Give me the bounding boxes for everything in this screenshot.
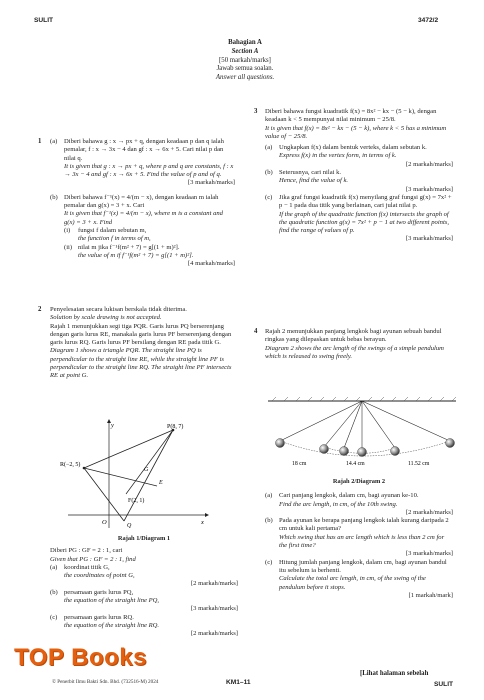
question-2b-malay: persamaan garis lurus PQ, xyxy=(64,588,134,596)
point-f-label: F(2, 1) xyxy=(128,498,145,504)
question-1-number: 1 xyxy=(38,138,42,145)
question-2b-marks: [3 markah/marks] xyxy=(190,605,238,613)
point-r-label: R(−2, 5) xyxy=(60,462,81,468)
question-2c-label: (c) xyxy=(50,613,58,621)
pendulum-bob-2 xyxy=(320,445,329,454)
question-1b-ii-english: the value of m if f⁻¹f(m² + 7) = g[(1 + m)²]. xyxy=(78,251,194,259)
question-1b-i xyxy=(64,227,235,244)
question-2-desc-english: Diagram 1 shows a triangle PQR. The straight line PQ is perpendicular to the straight line RE, while the straight line PF is perpendicular to the straight line RQ. The straight line PF intersects RE at point G. xyxy=(50,347,232,380)
section-marks: [50 markah/marks] xyxy=(219,56,271,64)
question-3a-label: (a) xyxy=(265,144,273,152)
x-axis-arrow xyxy=(205,513,209,517)
question-2c xyxy=(50,614,238,639)
logo-text: TOP Books xyxy=(14,644,147,671)
question-1 xyxy=(50,138,235,268)
point-g-label: G xyxy=(144,467,149,473)
diagram-1 xyxy=(60,418,210,530)
question-4b xyxy=(265,517,453,558)
question-2-desc-malay: Rajah 1 menunjukkan segi tiga PQR. Garis lurus PQ berserenjang dengan garis lurus RE, manakala garis lurus PF berserenjang dengan garis lurus RQ. Garis lurus PF bersilang dengan RE pada titik G. xyxy=(50,322,232,347)
question-1b-malay: Diberi bahawa f⁻¹(x) = 4/(m − x), dengan keadaan m ialah pemalar dan g(x) = 3 + x. Cari xyxy=(64,193,219,210)
question-3b-malay: Seterusnya, cari nilai k. xyxy=(279,169,342,177)
question-2a-marks: [2 markah/marks] xyxy=(190,580,238,588)
question-2c-marks: [2 markah/marks] xyxy=(190,630,238,638)
question-4-intro-english: Diagram 2 shows the arc length of the swings of a simple pendulum which is released to swing freely. xyxy=(265,344,444,360)
line-pq xyxy=(124,430,173,521)
pendulum-bob-right xyxy=(446,439,455,448)
section-instruction-malay: Jawab semua soalan. xyxy=(216,65,274,73)
question-4a-marks: [2 markah/marks] xyxy=(405,508,453,516)
question-4a xyxy=(265,492,453,517)
question-4c-marks: [1 markah/mark] xyxy=(408,591,453,599)
question-2b-label: (b) xyxy=(50,588,58,596)
pendulum-bob-center xyxy=(358,448,367,457)
question-1b-i-label: (i) xyxy=(64,226,71,234)
question-2-parts xyxy=(50,535,238,639)
question-4c-label: (c) xyxy=(265,558,273,566)
question-2b-english: the equation of the straight line PQ, xyxy=(64,597,160,605)
question-4 xyxy=(265,328,453,361)
header-paper-code: 3472/2 xyxy=(418,17,439,24)
question-4a-label: (a) xyxy=(265,492,273,500)
question-3c-malay: Jika graf fungsi kuadratik f(x) menyilang graf fungsi g(x) = 7x² + p − 1 pada dua titik yang berlainan, cari julat nilai p. xyxy=(279,193,452,210)
question-3b-english: Hence, find the value of k. xyxy=(279,177,349,185)
question-1a-english: It is given that g : x → px + q, where p and q are constants, f : x → 3x − 4 and gf : x → 6x + 5. Find the value of p and of q. xyxy=(64,162,234,179)
question-4b-malay: Pada ayunan ke berapa panjang lengkok ialah kurang daripada 2 cm untuk kali pertama? xyxy=(279,517,449,533)
question-1a-malay: Diberi bahawa g : x → px + q, dengan keadaan p dan q ialah pemalar, f : x → 3x − 4 dan gf : x → 6x + 5. Cari nilai p dan nilai q. xyxy=(64,138,224,162)
support-hatching xyxy=(272,397,456,401)
question-3c-english: If the graph of the quadratic function f(x) intersects the graph of the quadratic function g(x) = 7x² + p − 1 at two different points, find the range of values of p. xyxy=(279,210,450,235)
question-3b xyxy=(265,169,453,194)
question-1b-ii-malay: nilai m jika f⁻¹f(m² + 7) = g[(1 + m)²]. xyxy=(78,243,180,251)
diagram-2-caption: Rajah 2/Diagram 2 xyxy=(332,478,386,485)
section-title: Bahagian A xyxy=(228,39,262,46)
question-2b xyxy=(50,589,238,614)
question-1b-english: It is given that f⁻¹(x) = 4/(m − x), where m is a constant and g(x) = 3 + x. Find xyxy=(64,210,223,226)
question-3 xyxy=(265,108,453,244)
question-2a xyxy=(50,564,238,589)
question-3a xyxy=(265,144,453,169)
question-3-intro-malay: Diberi bahawa fungsi kuadratik f(x) = 8x² − kx − (5 − k), dengan keadaan k < 5 mempunyai nilai minimum − 25/8. xyxy=(265,108,437,124)
question-4c-malay: Hitung jumlah panjang lengkok, dalam cm, bagi ayunan bandul itu sebelum ia berhenti. xyxy=(279,558,447,574)
point-r xyxy=(83,467,86,470)
question-3a-english: Express f(x) in the vertex form, in terms of k. xyxy=(279,152,397,160)
question-2 xyxy=(50,306,238,381)
question-3a-malay: Ungkapkan f(x) dalam bentuk verteks, dalam sebutan k. xyxy=(279,144,427,152)
question-3c xyxy=(265,194,453,244)
question-4b-marks: [3 markah/marks] xyxy=(405,550,453,558)
origin-label: O xyxy=(102,519,107,526)
question-3b-label: (b) xyxy=(265,169,273,177)
question-1b-ii xyxy=(64,244,235,261)
question-4-parts xyxy=(265,478,453,600)
question-3c-label: (c) xyxy=(265,193,273,201)
diagram-2 xyxy=(262,395,462,467)
question-3-number: 3 xyxy=(254,108,258,115)
question-4-intro-malay: Rajah 2 menunjukkan panjang lengkok bagi ayunan sebuah bandul ringkas yang dilepaskan untuk bebas berayun. xyxy=(265,328,442,344)
question-3a-marks: [2 markah/marks] xyxy=(405,160,453,168)
question-4c xyxy=(265,559,453,600)
copyright: © Penerbit Ilmu Bakti Sdn. Bhd. (732516-M) 2024 xyxy=(52,679,159,685)
point-q-label: Q xyxy=(127,523,132,529)
section-header xyxy=(150,39,340,83)
arc-label-2: 14.4 cm xyxy=(346,461,365,467)
question-2-intro-malay: Penyelesaian secara lukisan berskala tidak diterima. xyxy=(50,306,187,313)
question-3-intro-english: It is given that f(x) = 8x² − kx − (5 − k), where k < 5 has a minimum value of − 25/8. xyxy=(265,124,447,140)
question-4a-malay: Cari panjang lengkok, dalam cm, bagi ayunan ke-10. xyxy=(279,492,419,500)
diagram-1-caption: Rajah 1/Diagram 1 xyxy=(117,535,171,542)
question-2c-english: the equation of the straight line RQ. xyxy=(64,621,160,629)
pendulum-strings xyxy=(280,401,450,449)
question-2-number: 2 xyxy=(38,306,42,313)
line-rp xyxy=(84,430,173,468)
question-1a-marks: [3 markah/marks] xyxy=(187,179,235,187)
next-page-note: [Lihat halaman sebelah xyxy=(360,670,429,677)
question-1a xyxy=(50,138,235,188)
arc-label-3: 11.52 cm xyxy=(408,461,430,467)
question-1b-i-malay: fungsi f dalam sebutan m, xyxy=(78,226,147,234)
question-1b-ii-label: (ii) xyxy=(64,243,73,251)
footer-sulit: SULIT xyxy=(434,681,454,688)
question-2c-malay: persamaan garis lurus RQ. xyxy=(64,613,134,621)
question-2a-label: (a) xyxy=(50,563,58,571)
axis-x-label: x xyxy=(201,519,204,526)
section-subtitle: Section A xyxy=(231,47,259,55)
pendulum-bob-5 xyxy=(391,447,400,456)
question-4b-english: Which swing that has an arc length which is less than 2 cm for the first time? xyxy=(279,533,445,550)
question-2a-malay: koordinat titik G, xyxy=(64,563,110,571)
question-1b-i-english: the function f in terms of m, xyxy=(78,235,151,243)
question-1a-label: (a) xyxy=(50,138,58,145)
arc-label-1: 18 cm xyxy=(292,461,307,467)
question-4c-english: Calculate the total arc length, in cm, of the swing of the pendulum before it stops. xyxy=(279,575,426,591)
page-number: KM1–11 xyxy=(226,679,251,686)
question-2-given-english: Given that PG : GF = 2 : 1, find xyxy=(50,555,136,563)
question-2a-english: the coordinates of point G, xyxy=(64,572,135,580)
pendulum-bob-3 xyxy=(340,447,349,456)
question-3c-marks: [3 markah/marks] xyxy=(405,235,453,243)
point-e-label: E xyxy=(159,480,163,486)
line-rq xyxy=(84,468,124,521)
point-p-label: P(8, 7) xyxy=(167,424,184,430)
question-1b-label: (b) xyxy=(50,193,58,201)
question-1b-marks: [4 markah/marks] xyxy=(187,260,235,268)
question-4a-english: Find the arc length, in cm, of the 10th swing. xyxy=(279,500,398,508)
header-sulit: SULIT xyxy=(34,17,54,24)
question-1b xyxy=(50,194,235,269)
publisher-logo xyxy=(14,644,154,680)
question-2-given-malay: Diberi PG : GF = 2 : 1, cari xyxy=(50,547,123,555)
axis-y-label: y xyxy=(111,422,114,429)
section-instruction-english: Answer all questions. xyxy=(215,74,275,82)
question-4b-label: (b) xyxy=(265,517,273,525)
question-4-number: 4 xyxy=(254,328,258,335)
pendulum-bob-left xyxy=(276,439,285,448)
question-3b-marks: [3 markah/marks] xyxy=(405,185,453,193)
question-2-intro-english: Solution by scale drawing is not accepted. xyxy=(50,314,162,322)
